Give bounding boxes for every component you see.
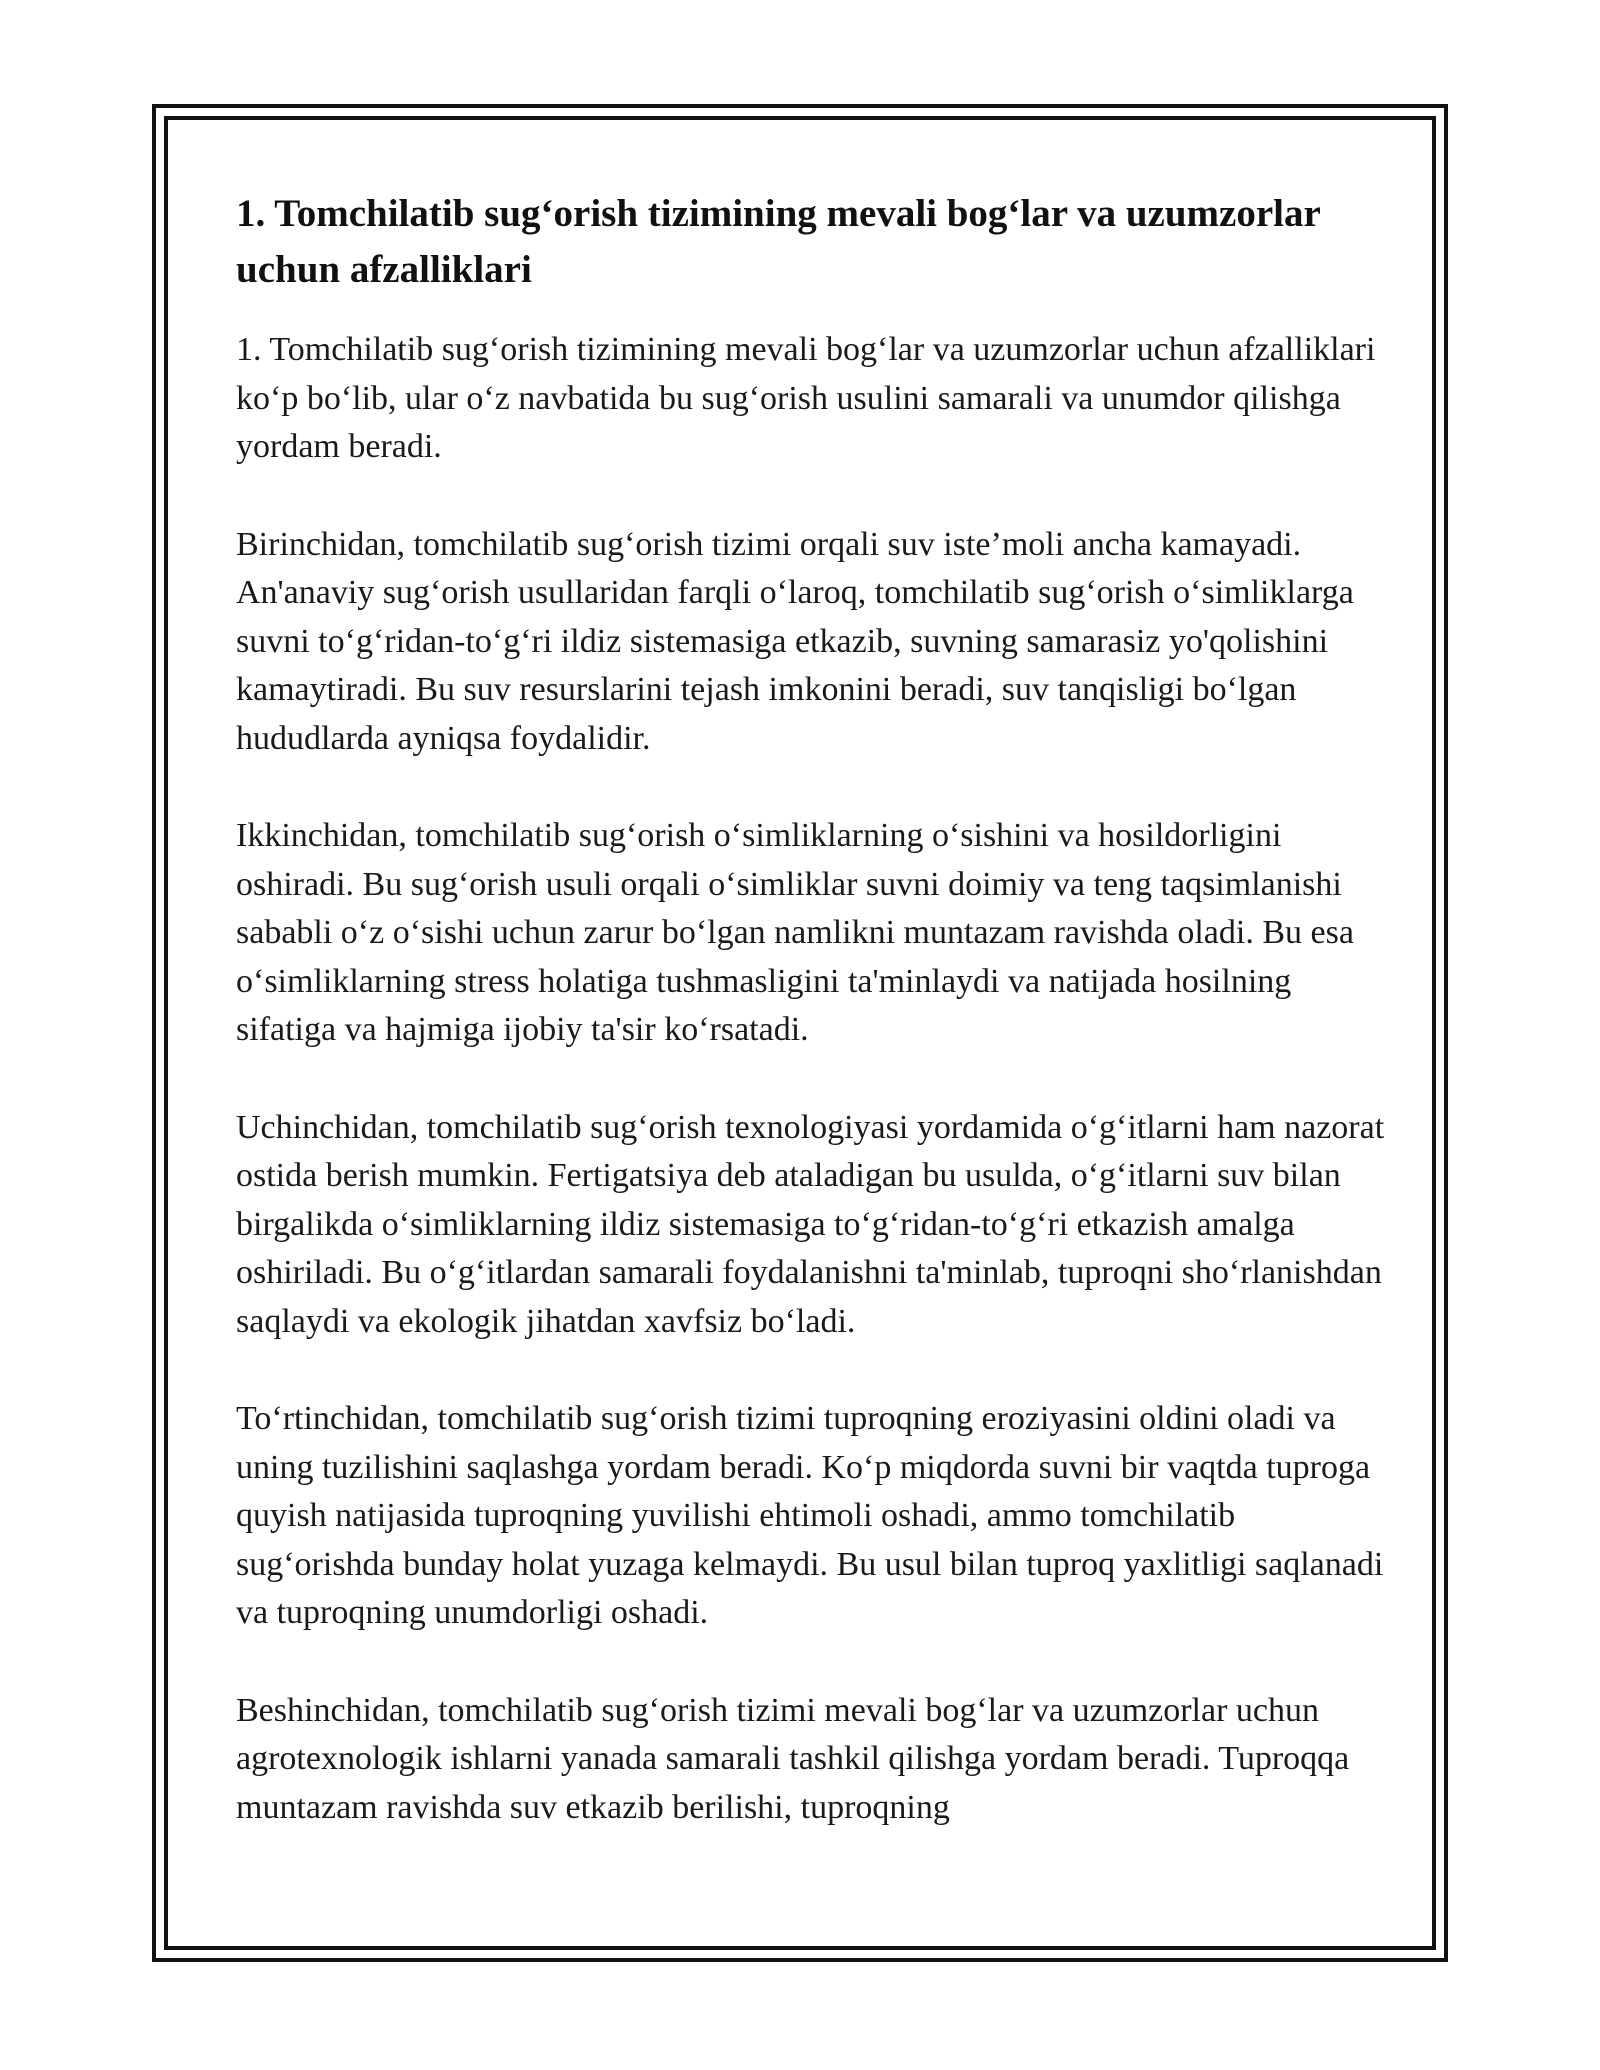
paragraph-fifth: Beshinchidan, tomchilatib sug‘orish tizimi mevali bog‘lar va uzumzorlar uchun agrotexnologik ishlarni yanada samarali tashkil qilishga yordam beradi. Tuproqqa muntazam ravishda suv etkazib berilishi, tuproqning: [236, 1691, 1350, 1826]
document-body: [236, 186, 1386, 1881]
paragraph-third: Uchinchidan, tomchilatib sug‘orish texnologiyasi yordamida o‘g‘itlarni ham nazorat ostida berish mumkin. Fertigatsiya deb ataladigan bu usulda, o‘g‘itlarni suv bilan birgalikda o‘simliklarning ildiz sistemasiga to‘g‘ridan-to‘g‘ri etkazish amalga oshiriladi. Bu o‘g‘itlardan samarali foydalanishni ta'minlab, tuproqni sho‘rlanishdan saqlaydi va ekologik jihatdan xavfsiz bo‘ladi.: [236, 1108, 1385, 1340]
paragraph-first: Birinchidan, tomchilatib sug‘orish tizimi orqali suv iste’moli ancha kamayadi. An'anaviy sug‘orish usullaridan farqli o‘laroq, tomchilatib sug‘orish o‘simliklarga suvni to‘g‘ridan-to‘g‘ri ildiz sistemasiga etkazib, suvning samarasiz yo'qolishini kamaytiradi. Bu suv resurslarini tejash imkonini beradi, suv tanqisligi bo‘lgan hududlarda ayniqsa foydalidir.: [236, 525, 1354, 757]
section-heading: 1. Tomchilatib sug‘orish tizimining mevali bog‘lar va uzumzorlar uchun afzalliklari: [236, 192, 1321, 291]
paragraph-fourth: To‘rtinchidan, tomchilatib sug‘orish tizimi tuproqning eroziyasini oldini oladi va uning tuzilishini saqlashga yordam beradi. Ko‘p miqdorda suvni bir vaqtda tuproga quyish natijasida tuproqning yuvilishi ehtimoli oshadi, ammo tomchilatib sug‘orishda bunday holat yuzaga kelmaydi. Bu usul bilan tuproq yaxlitligi saqlanadi va tuproqning unumdorligi oshadi.: [236, 1400, 1384, 1631]
paragraph-intro: 1. Tomchilatib sug‘orish tizimining mevali bog‘lar va uzumzorlar uchun afzalliklari ko‘p bo‘lib, ular o‘z navbatida bu sug‘orish usulini samarali va unumdor qilishga yordam beradi.: [236, 331, 1376, 465]
paragraph-second: Ikkinchidan, tomchilatib sug‘orish o‘simliklarning o‘sishini va hosildorligini oshiradi. Bu sug‘orish usuli orqali o‘simliklar suvni doimiy va teng taqsimlanishi sababli o‘z o‘sishi uchun zarur bo‘lgan namlikni muntazam ravishda oladi. Bu esa o‘simliklarning stress holatiga tushmasligini ta'minlaydi va natijada hosilning sifatiga va hajmiga ijobiy ta'sir ko‘rsatadi.: [236, 817, 1354, 1048]
